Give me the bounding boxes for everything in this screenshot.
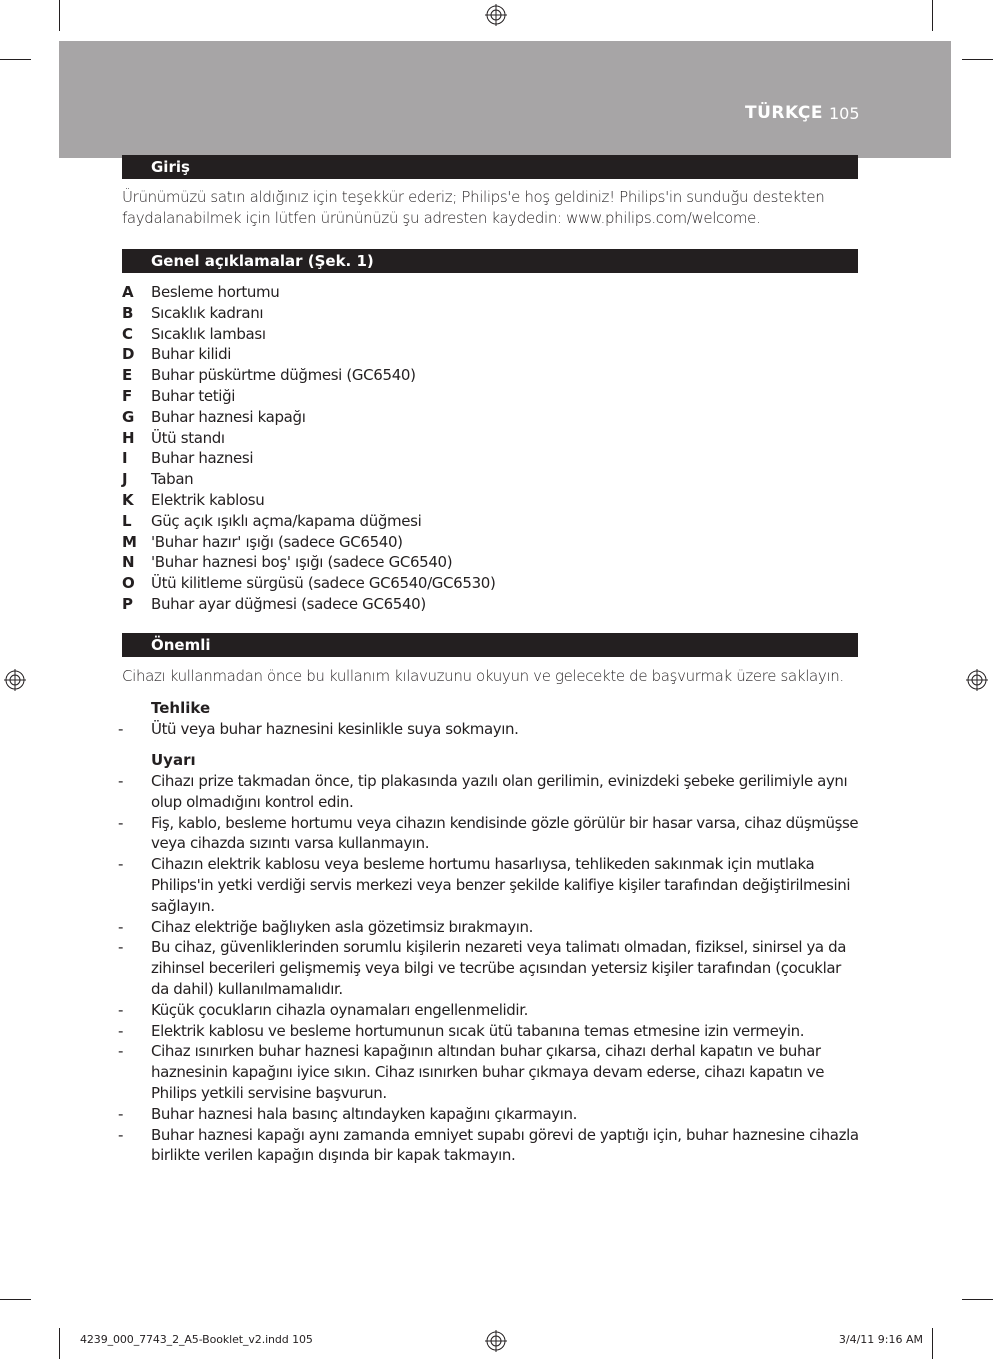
bullet-dash: - (118, 917, 124, 936)
list-item (122, 428, 862, 449)
warning-list (118, 771, 862, 1166)
page-number: 105 (829, 104, 860, 123)
part-key: E (122, 366, 132, 385)
danger-item-text: Ütü veya buhar haznesini kesinlikle suya sokmayın. (151, 720, 519, 738)
part-key: J (122, 470, 128, 489)
warning-heading: Uyarı (151, 751, 196, 769)
part-label: Ütü standı (151, 428, 225, 447)
important-paragraph: Cihazı kullanmadan önce bu kullanım kılavuzunu okuyun ve gelecekte de başvurmak üzere saklayın. (122, 667, 844, 685)
list-item (122, 573, 862, 594)
section-heading-important: Önemli (122, 633, 858, 657)
warning-item-text: Buhar haznesi kapağı aynı zamanda emniyet supabı görevi de yaptığı için, buhar haznesine cihazla birlikte verilen kapağın dışında bir kapak takmayın. (151, 1125, 859, 1165)
list-item (122, 282, 862, 303)
part-label: Buhar tetiği (151, 386, 236, 405)
list-item (122, 344, 862, 365)
bullet-dash: - (118, 938, 124, 957)
bullet-dash: - (118, 1125, 124, 1144)
list-item (118, 1000, 862, 1021)
part-label: Buhar haznesi kapağı (151, 407, 306, 426)
crop-mark-bottom-right-h (962, 1299, 993, 1300)
bullet-dash: - (118, 1021, 124, 1040)
part-key: N (122, 553, 135, 572)
bullet-dash: - (118, 720, 124, 738)
warning-item-text: Cihaz ısınırken buhar haznesi kapağının altından buhar çıkarsa, cihazı derhal kapatın ve buhar haznesinin kapağını iyice sıkın. Cihaz ısınırken buhar çıkmaya devam ederse, cihazı kapatın ve Philips yetkili servisine başvurun. (151, 1042, 825, 1102)
crop-mark-bottom-right-v (932, 1328, 933, 1359)
footer-file-name: 4239_000_7743_2_A5-Booklet_v2.indd 105 (80, 1333, 313, 1346)
registration-mark-icon (485, 4, 507, 26)
warning-item-text: Küçük çocukların cihazla oynamaları engellenmelidir. (151, 1000, 528, 1019)
bullet-dash: - (118, 813, 124, 832)
footer-date: 3/4/11 9:16 AM (838, 1333, 923, 1346)
crop-mark-top-right-h (962, 59, 993, 60)
part-label: 'Buhar haznesi boş' ışığı (sadece GC6540) (151, 553, 453, 572)
bullet-dash: - (118, 772, 124, 790)
list-item (118, 1104, 862, 1125)
part-label: Güç açık ışıklı açma/kapama düğmesi (151, 511, 422, 530)
crop-mark-top-left-h (0, 59, 31, 60)
list-item (118, 813, 862, 855)
list-item (122, 324, 862, 345)
language-title: TÜRKÇE (745, 103, 823, 123)
part-label: Elektrik kablosu (151, 490, 265, 509)
crop-mark-bottom-left-v (59, 1328, 60, 1359)
bullet-dash: - (118, 855, 124, 874)
warning-item-text: Fiş, kablo, besleme hortumu veya cihazın kendisinde gözle görülür bir hasar varsa, cihaz düşmüşse veya cihazda sızıntı varsa kullanmayın. (151, 813, 859, 853)
crop-mark-top-left-v (59, 0, 60, 31)
warning-item-text: Buhar haznesi hala basınç altındayken kapağını çıkarmayın. (151, 1104, 578, 1123)
list-item (122, 532, 862, 553)
part-label: Buhar püskürtme düğmesi (GC6540) (151, 366, 416, 385)
section-heading-general: Genel açıklamalar (Şek. 1) (122, 249, 858, 273)
crop-mark-top-right-v (932, 0, 933, 31)
list-item (122, 490, 862, 511)
list-item (122, 448, 862, 469)
part-key: G (122, 407, 134, 426)
parts-list (122, 282, 862, 615)
warning-item-text: Cihazı prize takmadan önce, tip plakasında yazılı olan gerilimin, evinizdeki şebeke gerilimiyle aynı olup olmadığını kontrol edin. (151, 772, 848, 811)
part-label: Sıcaklık lambası (151, 324, 266, 343)
section-heading-intro: Giriş (122, 155, 858, 179)
part-key: O (122, 574, 135, 593)
part-key: B (122, 303, 134, 322)
part-key: C (122, 324, 133, 343)
bullet-dash: - (118, 1104, 124, 1123)
warning-item-text: Elektrik kablosu ve besleme hortumunun sıcak ütü tabanına temas etmesine izin vermeyin. (151, 1021, 805, 1040)
list-item (118, 1125, 862, 1167)
registration-mark-icon (4, 669, 26, 691)
list-item (122, 407, 862, 428)
danger-heading: Tehlike (151, 699, 211, 717)
warning-item-text: Cihaz elektriğe bağlıyken asla gözetimsiz bırakmayın. (151, 917, 534, 936)
part-label: Buhar haznesi (151, 449, 254, 468)
part-key: D (122, 345, 135, 364)
list-item (118, 719, 862, 740)
bullet-dash: - (118, 1000, 124, 1019)
part-label: Ütü kilitleme sürgüsü (sadece GC6540/GC6530) (151, 574, 496, 593)
part-label: Buhar kilidi (151, 345, 232, 364)
list-item (118, 771, 862, 813)
warning-item-text: Cihazın elektrik kablosu veya besleme hortumu hasarlıysa, tehlikeden sakınmak için mutlaka Philips'in yetki verdiği servis merkezi veya benzer şekilde kalifiye kişiler tarafından değiştirilmesini sağlayın. (151, 855, 851, 915)
part-key: F (122, 386, 132, 405)
list-item (118, 854, 862, 916)
list-item (122, 552, 862, 573)
part-label: Sıcaklık kadranı (151, 303, 264, 322)
list-item (122, 469, 862, 490)
part-key: L (122, 511, 132, 530)
list-item (118, 1021, 862, 1042)
part-key: P (122, 594, 133, 613)
part-key: M (122, 532, 137, 551)
registration-mark-icon (485, 1330, 507, 1352)
part-label: Buhar ayar düğmesi (sadece GC6540) (151, 594, 426, 613)
part-label: Taban (151, 470, 194, 489)
list-item (122, 594, 862, 615)
crop-mark-bottom-left-h (0, 1299, 31, 1300)
list-item (118, 937, 862, 999)
part-key: H (122, 428, 135, 447)
list-item (118, 1041, 862, 1103)
list-item (122, 386, 862, 407)
list-item (122, 303, 862, 324)
part-key: I (122, 449, 128, 468)
part-label: 'Buhar hazır' ışığı (sadece GC6540) (151, 532, 403, 551)
intro-paragraph: Ürünümüzü satın aldığınız için teşekkür ederiz; Philips'e hoş geldiniz! Philips'in sunduğu destekten faydalanabilmek için lütfen ürününüzü şu adresten kaydedin: www.philips.com/welcome. (122, 188, 825, 227)
danger-list (118, 719, 862, 740)
list-item (122, 511, 862, 532)
warning-item-text: Bu cihaz, güvenliklerinden sorumlu kişilerin nezareti veya talimatı olmadan, fiziksel, sinirsel ya da zihinsel becerileri gelişmemiş veya bilgi ve tecrübe açısından yetersiz kişiler tarafından (çocuklar da dahil) kullanılmamalıdır. (151, 938, 847, 998)
bullet-dash: - (118, 1042, 124, 1061)
header-band (59, 41, 951, 158)
list-item (118, 917, 862, 938)
part-key: A (122, 283, 134, 301)
part-key: K (122, 490, 134, 509)
registration-mark-icon (966, 669, 988, 691)
list-item (122, 365, 862, 386)
part-label: Besleme hortumu (151, 283, 280, 301)
